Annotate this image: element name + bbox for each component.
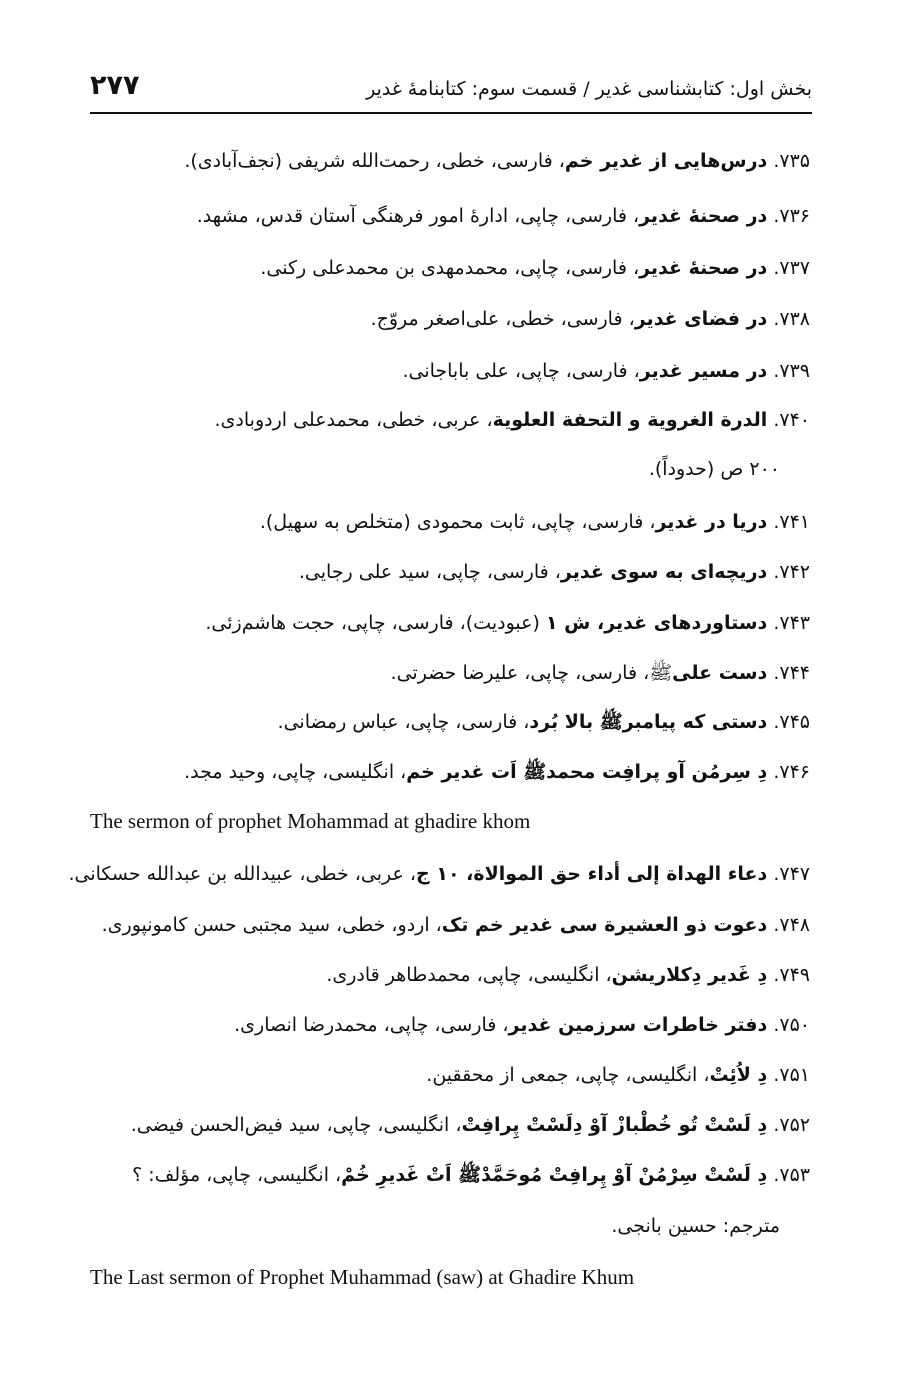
entry-title: در صحنهٔ غدیر	[639, 205, 768, 227]
entry-735: ۷۳۵. درس‌هایی از غدیر خم، فارسی، خطی، رحمت‌الله شریفی (نجف‌آبادی).	[184, 150, 810, 172]
entry-753: ۷۵۳. دِ لَسْتْ سِرْمُنْ آوْ پِرافِتْ مُوحَمَّدْﷺ اَتْ غَدیرِ خُمْ، انگلیسی، چاپی، مؤلف: ؟	[132, 1164, 810, 1186]
entry-title: دِ لَسْتْ تُو خُطْبازْ آوْ دِلَسْتْ پِرافِتْ	[461, 1114, 768, 1136]
entry-747: ۷۴۷. دعاء الهداة إلی أداء حق الموالاة، ۱۰ ج، عربی، خطی، عبیدالله بن عبدالله حسکانی.	[68, 863, 810, 885]
entry-746: ۷۴۶. دِ سِرمُن آو پرافِت محمدﷺ اَت غدیر خم، انگلیسی، چاپی، وحید مجد.	[184, 761, 810, 783]
entry-title: دفتر خاطرات سرزمین غدیر	[508, 1014, 768, 1036]
entry-749: ۷۴۹. دِ غَدیر دِکلاریشن، انگلیسی، چاپی، محمدطاهر قادری.	[326, 964, 810, 986]
entry-title: دِ لَسْتْ سِرْمُنْ آوْ پِرافِتْ مُوحَمَّدْﷺ اَتْ غَدیرِ خُمْ	[341, 1164, 768, 1186]
entry-title: الدرة الغروية و التحفة العلوية	[492, 409, 768, 431]
page-number: ۲۷۷	[90, 70, 140, 101]
entry-title: درس‌هایی از غدیر خم	[564, 150, 768, 172]
entry-title: دِ لاُئِتْ	[709, 1064, 768, 1086]
entry-753-continuation: مترجم: حسین بانجی.	[611, 1215, 780, 1237]
entry-741: ۷۴۱. دریا در غدیر، فارسی، چاپی، ثابت محمودی (متخلص به سهیل).	[259, 511, 810, 533]
entry-744: ۷۴۴. دست علیﷺ، فارسی، چاپی، علیرضا حضرتی.	[390, 662, 810, 684]
entry-title: دعوت ذو العشيرة سی غدیر خم تک	[441, 914, 768, 936]
entry-750: ۷۵۰. دفتر خاطرات سرزمین غدیر، فارسی، چاپی، محمدرضا انصاری.	[234, 1014, 810, 1036]
entry-751: ۷۵۱. دِ لاُئِتْ، انگلیسی، چاپی، جمعی از محققین.	[426, 1064, 810, 1086]
entry-737: ۷۳۷. در صحنهٔ غدیر، فارسی، چاپی، محمدمهدی بن محمدعلی رکنی.	[260, 257, 810, 279]
entry-736: ۷۳۶. در صحنهٔ غدیر، فارسی، چاپی، ادارهٔ امور فرهنگی آستان قدس، مشهد.	[196, 205, 810, 227]
entry-746-english-title: The sermon of prophet Mohammad at ghadire khom	[90, 809, 531, 833]
entry-title: دِ غَدیر دِکلاریشن	[611, 964, 768, 986]
entry-738: ۷۳۸. در فضای غدیر، فارسی، خطی، علی‌اصغر مروّج.	[370, 308, 810, 330]
entry-title: دِ سِرمُن آو پرافِت محمدﷺ اَت غدیر خم	[406, 761, 768, 783]
entry-753-english-title: The Last sermon of Prophet Muhammad (saw) at Ghadire Khum	[90, 1265, 635, 1289]
running-title: بخش اول: کتابشناسی غدیر / قسمت سوم: کتابنامهٔ غدیر	[366, 78, 812, 100]
entry-739: ۷۳۹. در مسیر غدیر، فارسی، چاپی، علی باباجانی.	[402, 360, 810, 382]
entry-title: دریچه‌ای به سوی غدیر	[560, 561, 768, 583]
entry-742: ۷۴۲. دریچه‌ای به سوی غدیر، فارسی، چاپی، سید علی رجایی.	[298, 561, 810, 583]
entry-title: در صحنهٔ غدیر	[639, 257, 768, 279]
entry-title: دستی که پیامبرﷺ بالا بُرد	[529, 711, 768, 733]
entry-740: ۷۴۰. الدرة الغروية و التحفة العلوية، عربی، خطی، محمدعلی اردوبادی.	[214, 409, 810, 431]
entry-743: ۷۴۳. دستاوردهای غدیر، ش ۱ (عبودیت)، فارسی، چاپی، حجت هاشم‌زئی.	[205, 612, 810, 634]
entry-745: ۷۴۵. دستی که پیامبرﷺ بالا بُرد، فارسی، چاپی، عباس رمضانی.	[277, 711, 810, 733]
entry-752: ۷۵۲. دِ لَسْتْ تُو خُطْبازْ آوْ دِلَسْتْ پِرافِتْ، انگلیسی، چاپی، سید فیض‌الحسن فیضی.	[130, 1114, 810, 1136]
entry-748: ۷۴۸. دعوت ذو العشيرة سی غدیر خم تک، اردو، خطی، سید مجتبی حسن کامونپوری.	[101, 914, 810, 936]
entry-740-continuation: ۲۰۰ ص (حدوداً).	[648, 458, 780, 480]
entry-title: در مسیر غدیر	[639, 360, 768, 382]
entry-title: دستاوردهای غدیر، ش ۱	[545, 612, 768, 634]
entry-title: دست علی	[672, 662, 768, 684]
entry-title: دریا در غدیر	[655, 511, 768, 533]
page-header	[90, 68, 812, 114]
entry-title: دعاء الهداة إلی أداء حق الموالاة، ۱۰ ج	[416, 863, 768, 885]
entry-title: در فضای غدیر	[634, 308, 768, 330]
